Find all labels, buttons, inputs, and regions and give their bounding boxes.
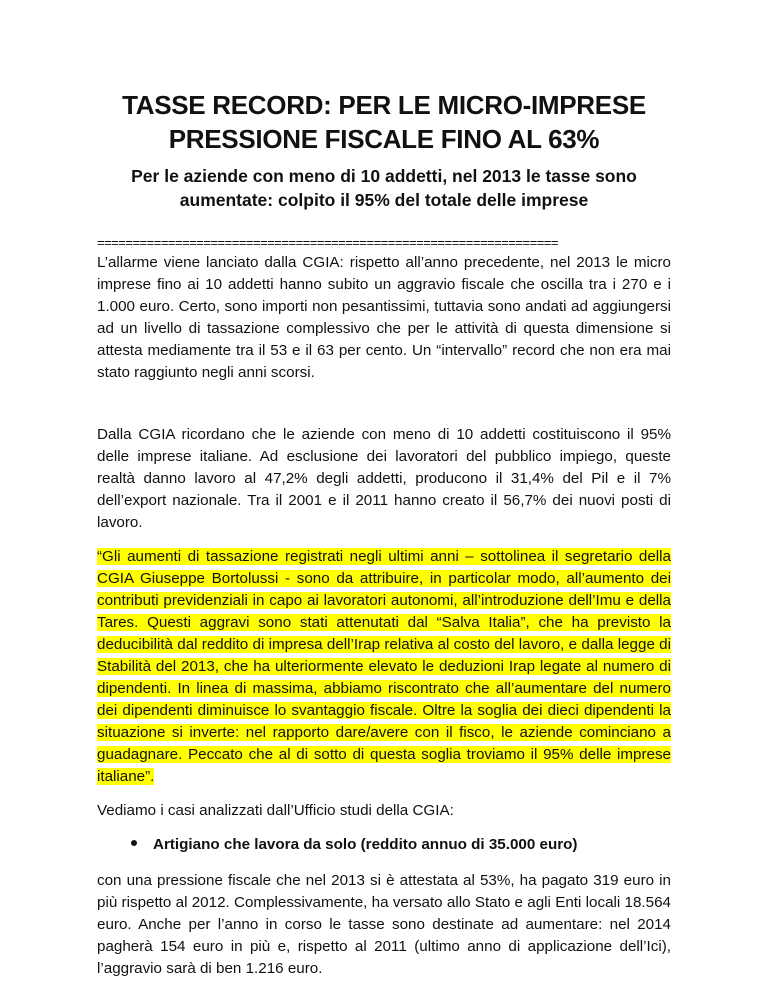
- document-page: [97, 0, 671, 980]
- separator-line: =================================================================: [97, 235, 558, 250]
- document-title: [97, 88, 671, 156]
- paragraph-quote: [97, 546, 671, 788]
- title-line-2: PRESSIONE FISCALE FINO AL 63%: [168, 124, 600, 154]
- bullet-item: [97, 834, 671, 856]
- paragraph-cases-intro: Vediamo i casi analizzati dall’Ufficio studi della CGIA:: [97, 802, 454, 819]
- highlighted-quote: “Gli aumenti di tassazione registrati negli ultimi anni – sottolinea il segretario della CGIA Giuseppe Bortolussi - sono da attribuire, in particolar modo, all’aumento dei contributi previdenziali in capo ai lavoratori autonomi, all’introduzione dell’Imu e della Tares. Questi aggravi sono stati attenutati dal “Salva Italia”, che ha previsto la deducibilità dal reddito di impresa dell’Irap relativa al costo del lavoro, e dalla legge di Stabilità del 2013, che ha ulteriormente elevato le deduzioni Irap legate al numero di dipendenti. In linea di massima, abbiamo riscontrato che all’aumentare del numero dei dipendenti diminuisce lo svantaggio fiscale. Oltre la soglia dei dieci dipendenti la situazione si inverte: nel rapporto dare/avere con il fisco, le aziende cominciano a guadagnare. Peccato che al di sotto di questa soglia troviamo il 95% delle imprese italiane”.: [97, 548, 671, 785]
- paragraph-case-artisan: con una pressione fiscale che nel 2013 si è attestata al 53%, ha pagato 319 euro in più rispetto al 2012. Complessivamente, ha versato allo Stato e agli Enti locali 18.564 euro. Anche per l’anno in corso le tasse sono destinate ad aumentare: nel 2014 pagherà 154 euro in più e, rispetto al 2011 (ultimo anno di applicazione dell’Ici), l’aggravio sarà di ben 1.216 euro.: [97, 872, 671, 977]
- subtitle-line-2: aumentate: colpito il 95% del totale delle imprese: [179, 190, 589, 210]
- document-subtitle: [97, 164, 671, 212]
- paragraph-intro: L’allarme viene lanciato dalla CGIA: rispetto all’anno precedente, nel 2013 le micro imprese fino ai 10 addetti hanno subito un aggravio fiscale che oscilla tra i 270 e i 1.000 euro. Certo, sono importi non pesantissimi, tuttavia sono andati ad aggiungersi ad un livello di tassazione complessivo che per le attività di questa dimensione si attesta mediamente tra il 53 e il 63 per cento. Un “intervallo” record che non era mai stato raggiunto negli anni scorsi.: [97, 254, 671, 381]
- paragraph-cgia-stats: Dalla CGIA ricordano che le aziende con meno di 10 addetti costituiscono il 95% delle imprese italiane. Ad esclusione dei lavoratori del pubblico impiego, queste realtà danno lavoro al 47,2% degli addetti, producono il 31,4% del Pil e il 7% dell’export nazionale. Tra il 2001 e il 2011 hanno creato il 56,7% dei nuovi posti di lavoro.: [97, 426, 671, 531]
- subtitle-line-1: Per le aziende con meno di 10 addetti, nel 2013 le tasse sono: [131, 166, 637, 186]
- title-line-1: TASSE RECORD: PER LE MICRO-IMPRESE: [122, 90, 646, 120]
- bullet-icon: [131, 840, 137, 846]
- bullet-text: Artigiano che lavora da solo (reddito annuo di 35.000 euro): [153, 836, 578, 853]
